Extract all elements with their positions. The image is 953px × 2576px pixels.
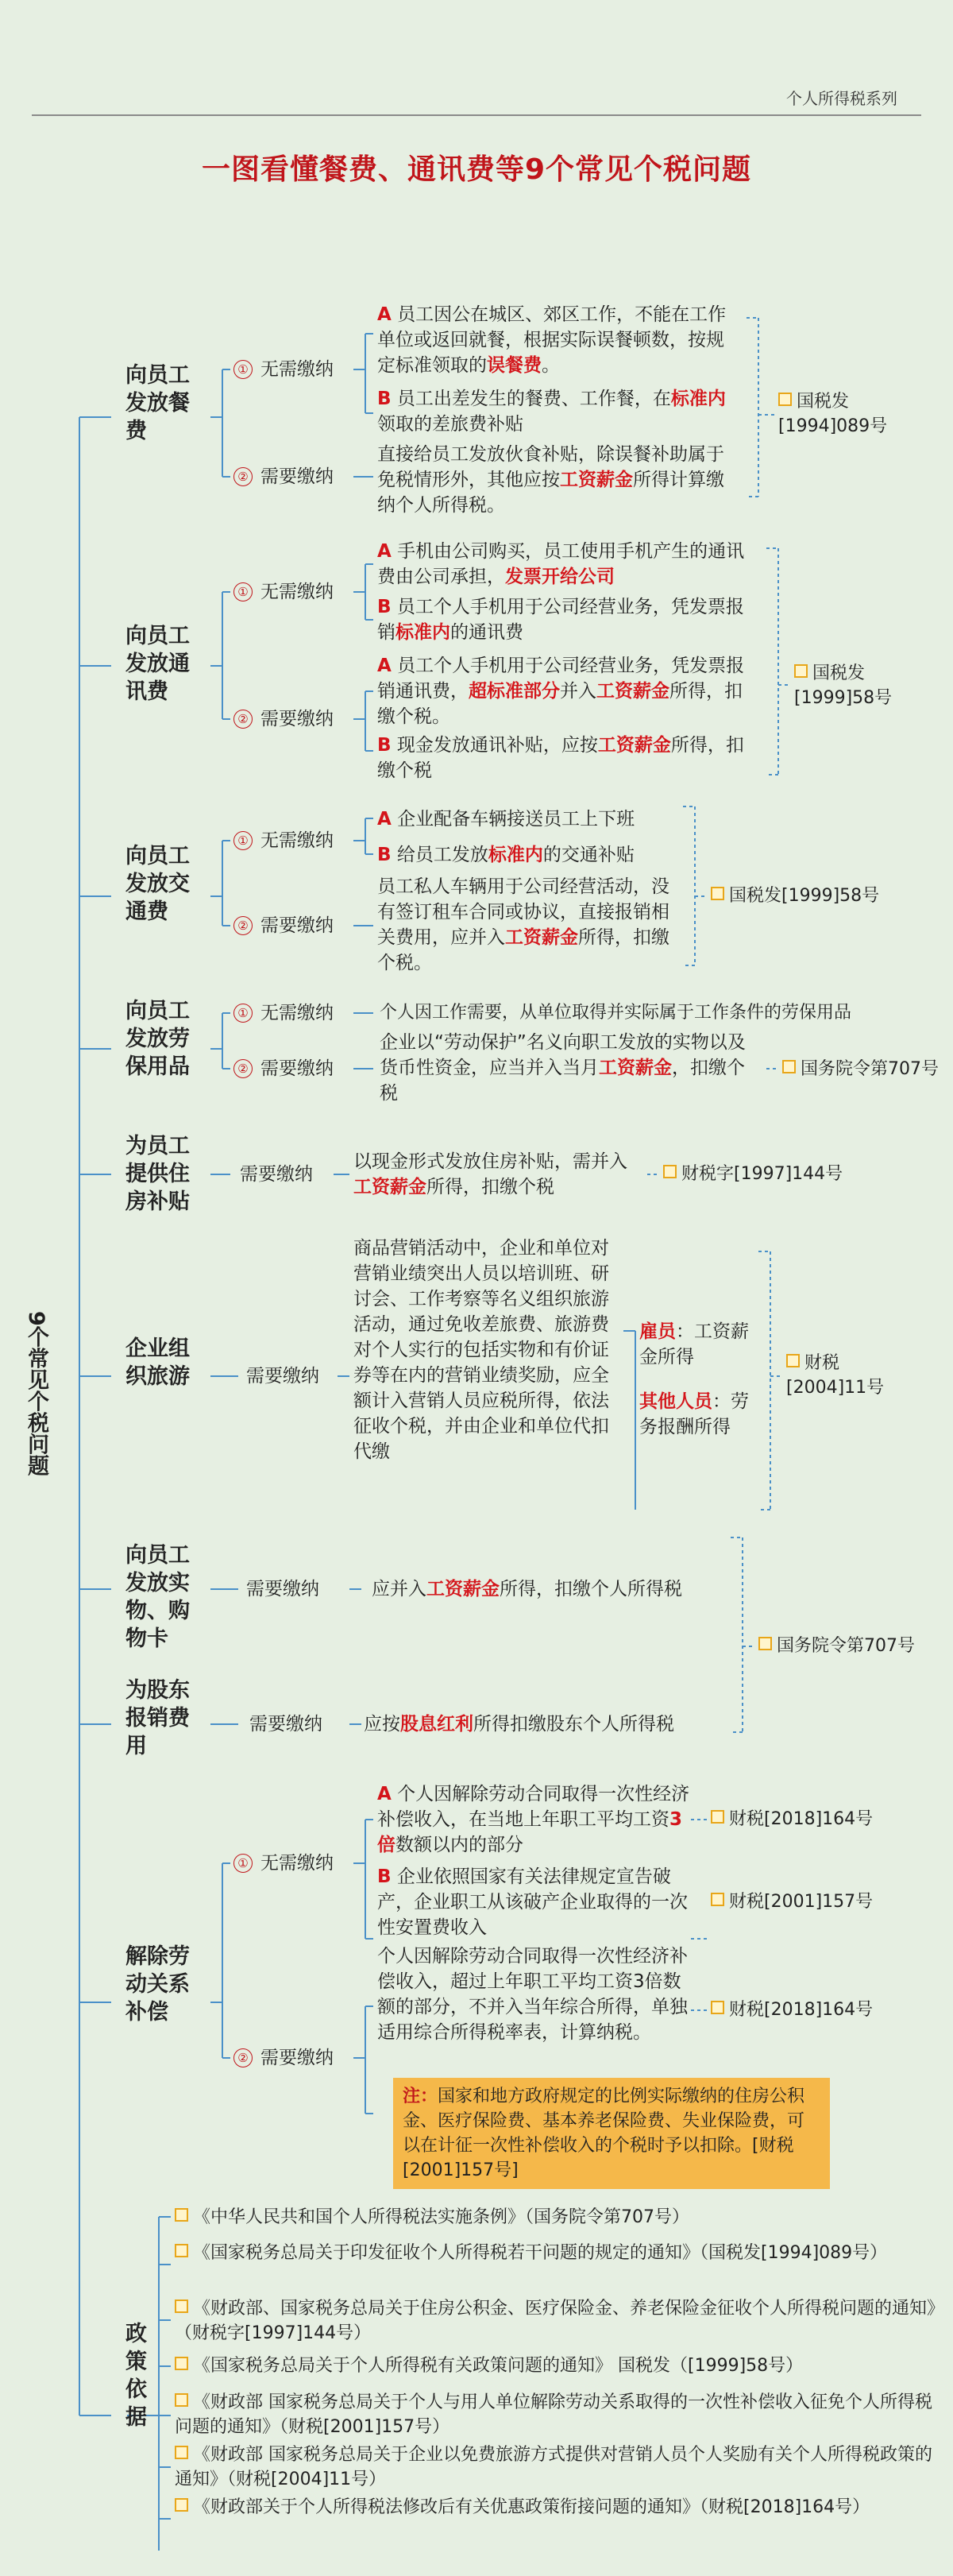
tour-taxable: 需要缴纳: [246, 1366, 319, 1387]
policy-item-7: 《财政部关于个人所得税法修改后有关优惠政策衔接问题的通知》（财税[2018]164号）: [175, 2495, 937, 2520]
card-item: 应并入工资薪金所得，扣缴个人所得税: [372, 1579, 682, 1599]
page-title: 一图看懂餐费、通讯费等9个常见个税问题: [201, 153, 752, 186]
circle-num: ①: [233, 360, 253, 379]
meal-exempt: ① 无需缴纳: [233, 358, 334, 381]
share-item: 应按股息红利所得扣缴股东个人所得税: [364, 1714, 674, 1735]
section-tour-label: 企业组织旅游: [125, 1336, 190, 1389]
section-housing-label: 为员工提供住房补贴: [125, 1134, 190, 1214]
housing-taxable: 需要缴纳: [240, 1164, 313, 1185]
comm-exempt: ① 无需缴纳: [233, 580, 334, 604]
circle-num: ②: [233, 1059, 253, 1078]
tour-others: 其他人员：劳务报酬所得: [639, 1391, 749, 1437]
section-comm-label: 向员工发放通讯费: [125, 624, 190, 704]
sever-note: 注：国家和地方政府规定的比例实际缴纳的住房公积金、医疗保险费、基本养老保险费、失业保险费，可以在计征一次性补偿收入的个税时予以扣除。[财税[2001]157号]: [393, 2078, 830, 2189]
section-share-label: 为股东报销费用: [125, 1678, 190, 1758]
section-trans-label: 向员工发放交通费: [125, 844, 190, 924]
sever-taxable: ② 需要缴纳: [233, 2046, 334, 2070]
trans-exempt: ① 无需缴纳: [233, 829, 334, 853]
section-labor-label: 向员工发放劳保用品: [125, 999, 190, 1079]
labor-item-a: 个人因工作需要，从单位取得并实际属于工作条件的劳保用品: [380, 1003, 852, 1023]
policy-item-1: 《中华人民共和国个人所得税法实施条例》（国务院令第707号）: [175, 2205, 937, 2230]
card-share-ref: 国务院令第707号: [758, 1634, 933, 1658]
labor-exempt: ① 无需缴纳: [233, 1001, 334, 1025]
meal-item-c: 直接给员工发放伙食补贴，除误餐补助属于免税情形外，其他应按工资薪金所得计算缴纳个人所得税。: [377, 444, 724, 516]
meal-ref: 国税发[1994]089号: [778, 389, 913, 439]
trans-item-b: B 给员工发放标准内的交通补贴: [377, 845, 635, 865]
comm-ref: 国税发[1999]58号: [794, 661, 929, 710]
trans-taxable: ② 需要缴纳: [233, 914, 334, 938]
circle-num: ②: [233, 2048, 253, 2067]
circle-num: ①: [233, 1854, 253, 1873]
card-taxable: 需要缴纳: [246, 1579, 319, 1599]
section-card-label: 向员工发放实物、购物卡: [125, 1543, 190, 1651]
policy-item-3: 《财政部、国家税务总局关于住房公积金、医疗保险金、养老保险金征收个人所得税问题的通知》（财税字[1997]144号）: [175, 2296, 937, 2346]
meal-item-a: A 员工因公在城区、郊区工作，不能在工作单位或返回就餐，根据实际误餐顿数，按规定标准领取的误餐费。: [377, 304, 727, 376]
circle-num: ①: [233, 1004, 253, 1023]
policy-item-6: 《财政部 国家税务总局关于企业以免费旅游方式提供对营销人员个人奖励有关个人所得税政策的通知》（财税[2004]11号）: [175, 2443, 937, 2492]
labor-taxable: ② 需要缴纳: [233, 1057, 334, 1081]
sever-item-a: A 个人因解除劳动合同取得一次性经济补偿收入，在当地上年职工平均工资3倍数额以内的部分: [377, 1784, 690, 1855]
policy-item-4: 《国家税务总局关于个人所得税有关政策问题的通知》 国税发（[1999]58号）: [175, 2354, 937, 2378]
comm-taxable: ② 需要缴纳: [233, 707, 334, 731]
sever-ref-b: 财税[2001]157号: [711, 1889, 925, 1914]
comm-item-a2: A 员工个人手机用于公司经营业务，凭发票报销通讯费，超标准部分并入工资薪金所得，扣缴个税。: [377, 656, 745, 727]
header-divider: [32, 114, 921, 116]
housing-ref: 财税字[1997]144号: [663, 1162, 870, 1186]
sever-ref-a: 财税[2018]164号: [711, 1807, 925, 1831]
sever-item-b: B 企业依照国家有关法律规定宣告破产，企业职工从该破产企业取得的一次性安置费收入: [377, 1866, 688, 1938]
policy-item-5: 《财政部 国家税务总局关于个人与用人单位解除劳动关系取得的一次性补偿收入征免个人所得税问题的通知》（财税[2001]157号）: [175, 2390, 937, 2439]
policy-label: 政策依据: [125, 2322, 147, 2430]
meal-item-b: B 员工出差发生的餐费、工作餐，在标准内领取的差旅费补贴: [377, 389, 726, 435]
circle-num: ①: [233, 831, 253, 850]
labor-item-c: 企业以“劳动保护”名义向职工发放的实物以及货币性资金，应当并入当月工资薪金，扣缴个税: [380, 1032, 746, 1104]
section-sever-label: 解除劳动关系补偿: [125, 1944, 190, 2025]
sever-ref-c: 财税[2018]164号: [711, 1998, 925, 2022]
circle-num: ②: [233, 710, 253, 729]
tour-item: 商品营销活动中，企业和单位对营销业绩突出人员以培训班、研讨会、工作考察等名义组织旅游活动，通过免收差旅费、旅游费对个人实行的包括实物和有价证券等在内的营销业绩奖励，应全额计入营销人员应税所得，依法征收个税，并由企业和单位代扣代缴: [353, 1238, 609, 1462]
share-taxable: 需要缴纳: [249, 1714, 322, 1735]
section-meal-label: 向员工发放餐费: [125, 363, 190, 443]
tour-ref: 财税[2004]11号: [786, 1351, 889, 1400]
trans-ref: 国税发[1999]58号: [711, 884, 917, 908]
sever-exempt: ① 无需缴纳: [233, 1851, 334, 1875]
policy-item-2: 《国家税务总局关于印发征收个人所得税若干问题的规定的通知》（国税发[1994]089号）: [175, 2241, 937, 2265]
series-tag: 个人所得税系列: [786, 89, 897, 108]
circle-num: ②: [233, 916, 253, 935]
comm-item-b2: B 现金发放通讯补贴，应按工资薪金所得，扣缴个税: [377, 735, 744, 781]
circle-num: ①: [233, 582, 253, 601]
tour-employee: 雇员：工资薪金所得: [639, 1321, 749, 1367]
meal-taxable: ② 需要缴纳: [233, 465, 334, 489]
trans-item-a: A 企业配备车辆接送员工上下班: [377, 809, 635, 830]
sever-item-c: 个人因解除劳动合同取得一次性经济补偿收入，超过上年职工平均工资3倍数额的部分，不并入当年综合所得，单独适用综合所得税率表，计算纳税。: [377, 1946, 688, 2043]
labor-ref: 国务院令第707号: [782, 1057, 941, 1081]
root-label: 9个常见个税问题: [24, 1311, 48, 1476]
comm-item-a1: A 手机由公司购买，员工使用手机产生的通讯费由公司承担，发票开给公司: [377, 541, 745, 587]
trans-item-c: 员工私人车辆用于公司经营活动，没有签订租车合同或协议，直接报销相关费用，应并入工资薪金所得，扣缴个税。: [377, 876, 669, 973]
housing-item: 以现金形式发放住房补贴，需并入工资薪金所得，扣缴个税: [353, 1151, 627, 1197]
comm-item-b1: B 员工个人手机用于公司经营业务，凭发票报销标准内的通讯费: [377, 597, 744, 643]
circle-num: ②: [233, 467, 253, 486]
